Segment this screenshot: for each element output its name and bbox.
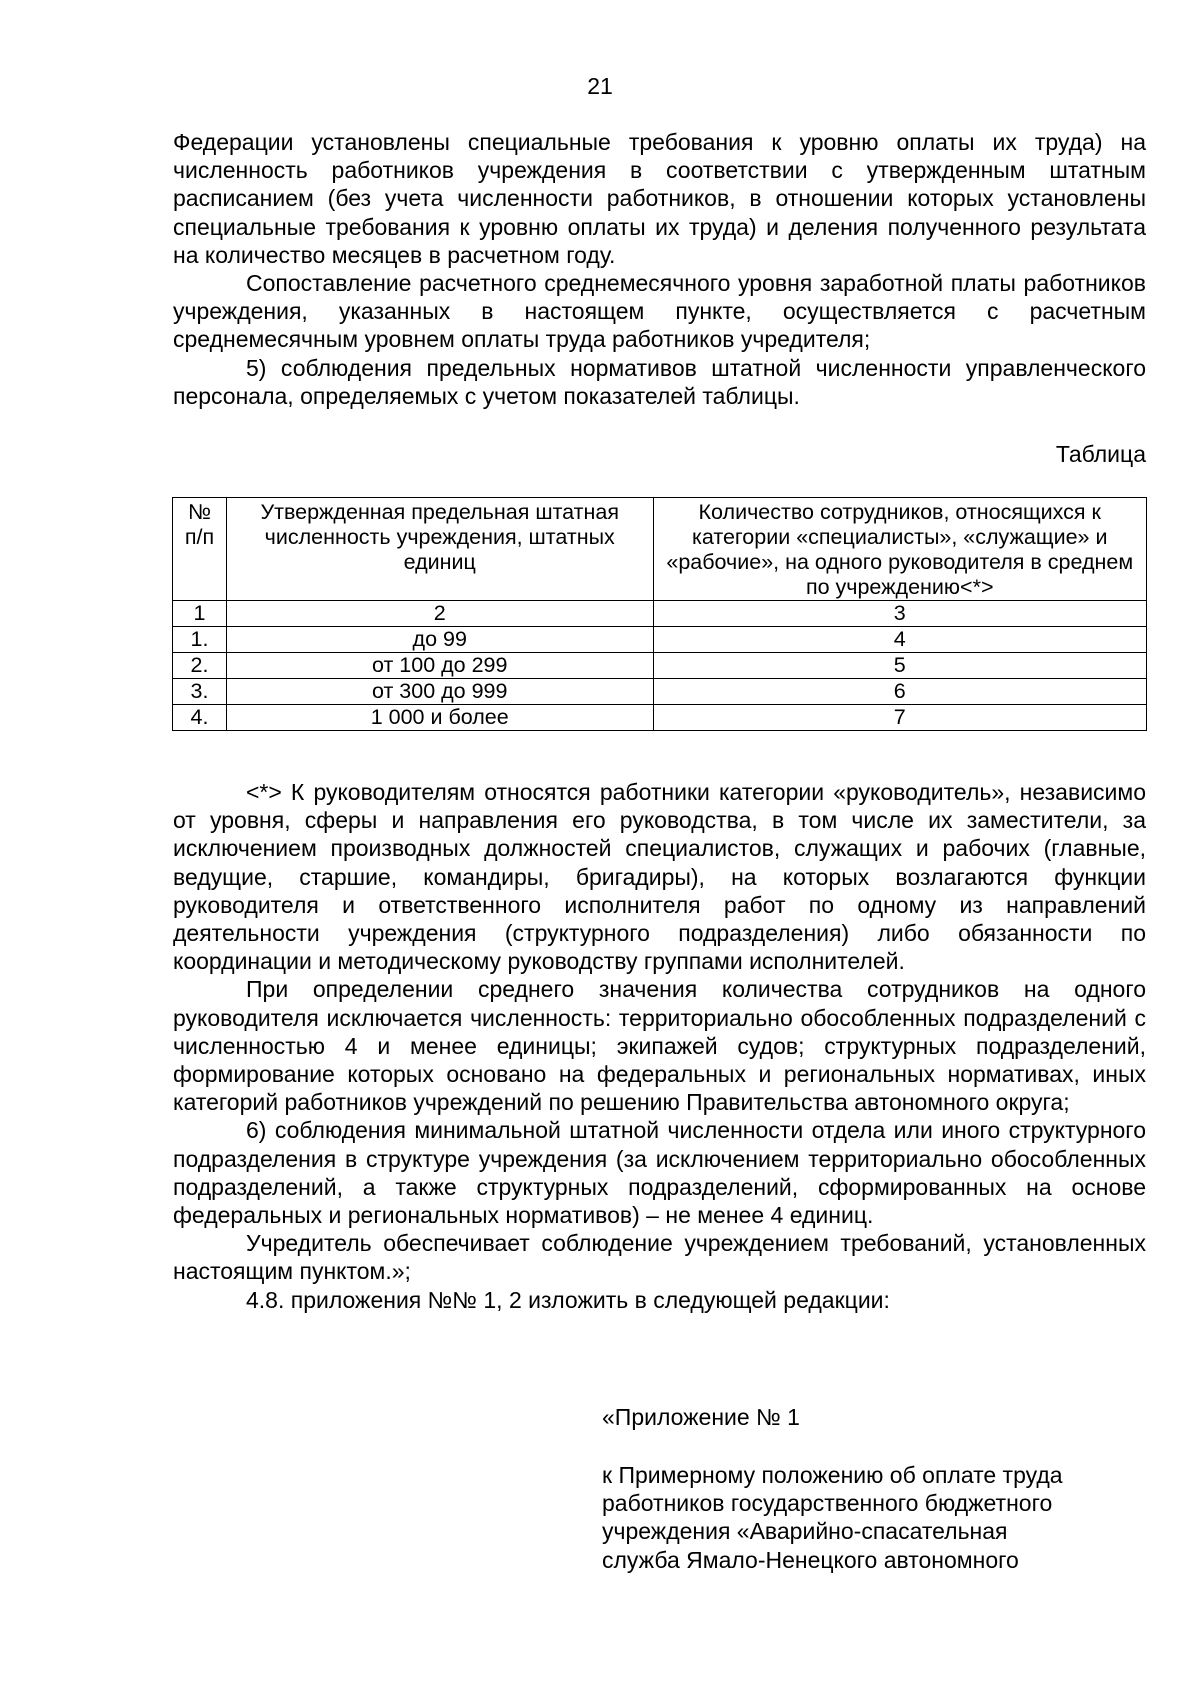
table-cell: 2: [226, 601, 653, 627]
table-row: [173, 705, 1147, 731]
appendix-caption: [602, 1461, 1142, 1574]
paragraph: Сопоставление расчетного среднемесячного уровня заработной платы работников учреждения, указанных в настоящем пункте, осуществляется с расчетным среднемесячным уровнем оплаты труда работников учредителя;: [173, 270, 1146, 353]
appendix-title-text: «Приложение № 1: [602, 1404, 800, 1430]
paragraph: Федерации установлены специальные требования к уровню оплаты их труда) на численность работников учреждения в соответствии с утвержденным штатным расписанием (без учета численности работников, в отношении которых установлены специальные требования к уровню оплаты их труда) и деления полученного результата на количество месяцев в расчетном году.: [173, 129, 1146, 268]
table-cell: от 100 до 299: [226, 653, 653, 679]
appendix-caption-line: учреждения «Аварийно-спасательная: [602, 1518, 1008, 1545]
paragraph: При определении среднего значения количества сотрудников на одного руководителя исключается численность: территориально обособленных подразделений с численностью 4 и менее единицы; экипажей судов; структурных подразделений, формирование которых основано на федеральных и региональных нормативах, иных категорий работников учреждений по решению Правительства автономного округа;: [173, 976, 1146, 1116]
table-cell: 3: [653, 601, 1147, 627]
paragraph: Учредитель обеспечивает соблюдение учреждением требований, установленных настоящим пунктом.»;: [173, 1230, 1146, 1285]
table-cell: от 300 до 999: [226, 679, 653, 705]
table-header-cell: Утвержденная предельная штатная численность учреждения, штатных единиц: [226, 498, 653, 601]
appendix-title: [602, 1403, 1142, 1431]
table-cell: 1 000 и более: [226, 705, 653, 731]
table-cell: 7: [653, 705, 1147, 731]
table-caption: Таблица: [1055, 441, 1146, 467]
page-number: 21: [587, 73, 613, 99]
table-column-numbers-row: [173, 601, 1147, 627]
text-block-top: [173, 128, 1146, 410]
table-cell: 4: [653, 627, 1147, 653]
table-header-cell: Количество сотрудников, относящихся к категории «специалисты», «служащие» и «рабочие», на одного руководителя в среднем по учреждению<*>: [653, 498, 1147, 601]
paragraph: 5) соблюдения предельных нормативов штатной численности управленческого персонала, определяемых с учетом показателей таблицы.: [173, 354, 1146, 409]
table-header-cell: № п/п: [173, 498, 227, 601]
table-cell: 1: [173, 601, 227, 627]
table-cell: до 99: [226, 627, 653, 653]
table-cell: 5: [653, 653, 1147, 679]
table-row: [173, 679, 1147, 705]
table-header-row: [173, 498, 1147, 601]
staff-norms-table: [172, 497, 1147, 731]
appendix-caption-line: работников государственного бюджетного: [602, 1490, 1053, 1517]
paragraph: 4.8. приложения №№ 1, 2 изложить в следующей редакции:: [246, 1286, 890, 1313]
table-row: [173, 627, 1147, 653]
text-block-bottom: [173, 778, 1146, 1314]
table-cell: 4.: [173, 705, 227, 731]
table-cell: 6: [653, 679, 1147, 705]
table-cell: 2.: [173, 653, 227, 679]
table-cell: 3.: [173, 679, 227, 705]
appendix-caption-line: к Примерному положению об оплате труда: [602, 1462, 1063, 1488]
footnote-paragraph: <*> К руководителям относятся работники категории «руководитель», независимо от уровня, сферы и направления его руководства, в том числе их заместители, за исключением производных должностей специалистов, служащих и рабочих (главные, ведущие, старшие, командиры, бригадиры), на которых возлагаются функции руководителя и ответственного исполнителя работ по одному из направлений деятельности учреждения (структурного подразделения) либо обязанности по координации и методическому руководству группами исполнителей.: [173, 779, 1146, 975]
paragraph: 6) соблюдения минимальной штатной численности отдела или иного структурного подразделения в структуре учреждения (за исключением территориально обособленных подразделений, а также структурных подразделений, сформированных на основе федеральных и региональных нормативов) – не менее 4 единиц.: [173, 1117, 1146, 1229]
table-row: [173, 653, 1147, 679]
appendix-caption-line: служба Ямало-Ненецкого автономного: [602, 1546, 1019, 1573]
table-cell: 1.: [173, 627, 227, 653]
